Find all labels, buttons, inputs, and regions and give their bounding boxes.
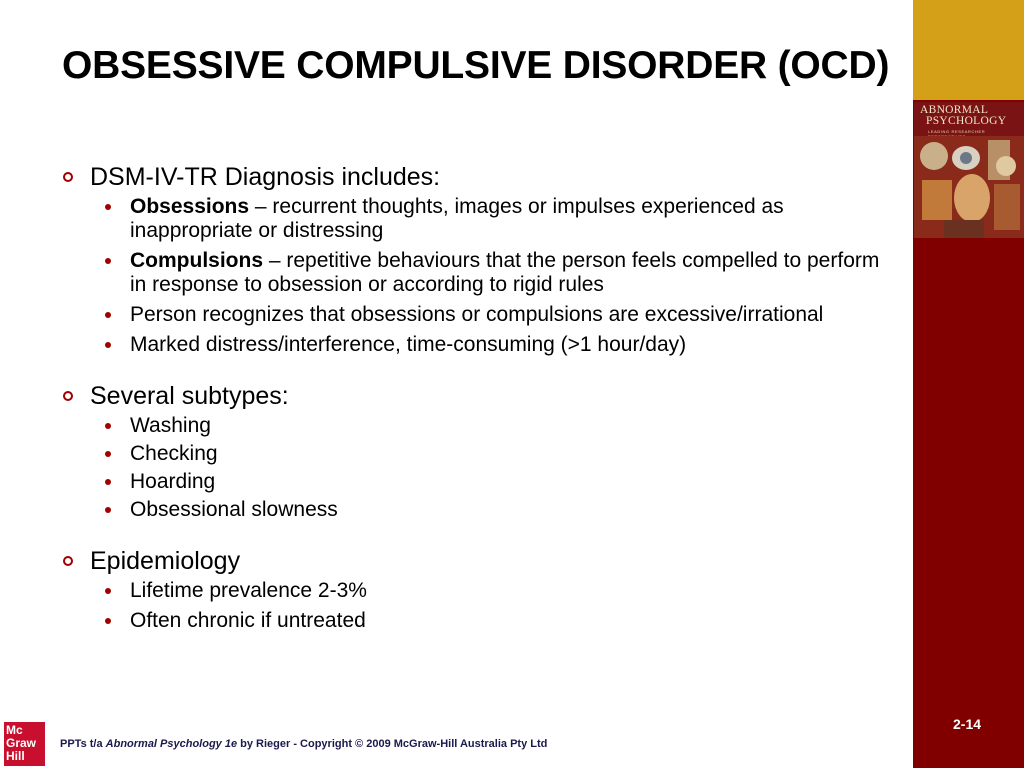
section-heading bbox=[60, 546, 890, 577]
dot-bullet-icon bbox=[105, 618, 111, 624]
list-item bbox=[60, 609, 890, 633]
section-epidemiology bbox=[60, 546, 890, 633]
item-text: Lifetime prevalence 2-3% bbox=[130, 579, 367, 602]
section-heading-text: Epidemiology bbox=[90, 547, 241, 575]
book-cover-art bbox=[914, 136, 1024, 238]
section-heading-text: Several subtypes: bbox=[90, 382, 289, 410]
dot-bullet-icon bbox=[105, 507, 111, 513]
logo-line1: Mc bbox=[6, 723, 23, 737]
footer-copyright bbox=[60, 738, 547, 750]
sub-list bbox=[60, 414, 890, 522]
list-item bbox=[60, 195, 890, 243]
list-item bbox=[60, 470, 890, 494]
ring-bullet-icon bbox=[63, 391, 73, 401]
item-text: – recurrent thoughts, images or impulses experienced as inappropriate or distressing bbox=[130, 195, 784, 242]
dot-bullet-icon bbox=[105, 312, 111, 318]
dot-bullet-icon bbox=[105, 423, 111, 429]
item-text: – repetitive behaviours that the person feels compelled to perform in response to obsession or according to rigid rules bbox=[130, 249, 880, 296]
dot-bullet-icon bbox=[105, 479, 111, 485]
list-item bbox=[60, 249, 890, 297]
mcgraw-hill-logo bbox=[4, 722, 45, 766]
item-text: Marked distress/interference, time-consuming (>1 hour/day) bbox=[130, 333, 687, 356]
section-heading bbox=[60, 162, 890, 193]
slide-title: OBSESSIVE COMPULSIVE DISORDER (OCD) bbox=[62, 44, 890, 87]
slide-content bbox=[60, 162, 890, 657]
logo-line3: Hill bbox=[6, 749, 25, 763]
list-item bbox=[60, 498, 890, 522]
dot-bullet-icon bbox=[105, 588, 111, 594]
list-item bbox=[60, 579, 890, 603]
section-heading bbox=[60, 381, 890, 412]
dot-bullet-icon bbox=[105, 451, 111, 457]
item-text: Obsessional slowness bbox=[130, 498, 338, 521]
item-text: Person recognizes that obsessions or compulsions are excessive/irrational bbox=[130, 303, 824, 326]
section-heading-text: DSM-IV-TR Diagnosis includes: bbox=[90, 163, 441, 191]
sub-list bbox=[60, 195, 890, 357]
item-term: Obsessions bbox=[130, 195, 250, 218]
ring-bullet-icon bbox=[63, 556, 73, 566]
footer-book-title: Abnormal Psychology 1e bbox=[105, 738, 238, 750]
right-sidebar bbox=[913, 0, 1024, 768]
logo-line2: Graw bbox=[6, 736, 37, 750]
item-term: Compulsions bbox=[130, 249, 264, 272]
section-subtypes bbox=[60, 381, 890, 522]
list-item bbox=[60, 442, 890, 466]
list-item bbox=[60, 333, 890, 357]
ring-bullet-icon bbox=[63, 172, 73, 182]
section-diagnosis bbox=[60, 162, 890, 357]
footer-prefix: PPTs t/a bbox=[60, 738, 106, 750]
item-text: Often chronic if untreated bbox=[130, 609, 366, 632]
list-item bbox=[60, 303, 890, 327]
book-cover-subtitle: LEADING RESEARCHER bbox=[928, 129, 986, 134]
dot-bullet-icon bbox=[105, 204, 111, 210]
sidebar-gold-block bbox=[913, 0, 1024, 100]
dot-bullet-icon bbox=[105, 258, 111, 264]
list-item bbox=[60, 414, 890, 438]
book-cover-title bbox=[920, 105, 1006, 127]
sub-list bbox=[60, 579, 890, 633]
dot-bullet-icon bbox=[105, 342, 111, 348]
item-text: Hoarding bbox=[130, 470, 216, 493]
book-cover-image bbox=[914, 102, 1024, 238]
item-text: Checking bbox=[130, 442, 218, 465]
slide-page-number: 2-14 bbox=[953, 716, 982, 732]
item-text: Washing bbox=[130, 414, 211, 437]
book-cover-title-line2: PSYCHOLOGY bbox=[926, 115, 1007, 127]
footer-suffix: by Rieger - Copyright © 2009 McGraw-Hill Australia Pty Ltd bbox=[237, 738, 548, 750]
book-cover-title-line1: ABNORMAL bbox=[920, 104, 989, 116]
